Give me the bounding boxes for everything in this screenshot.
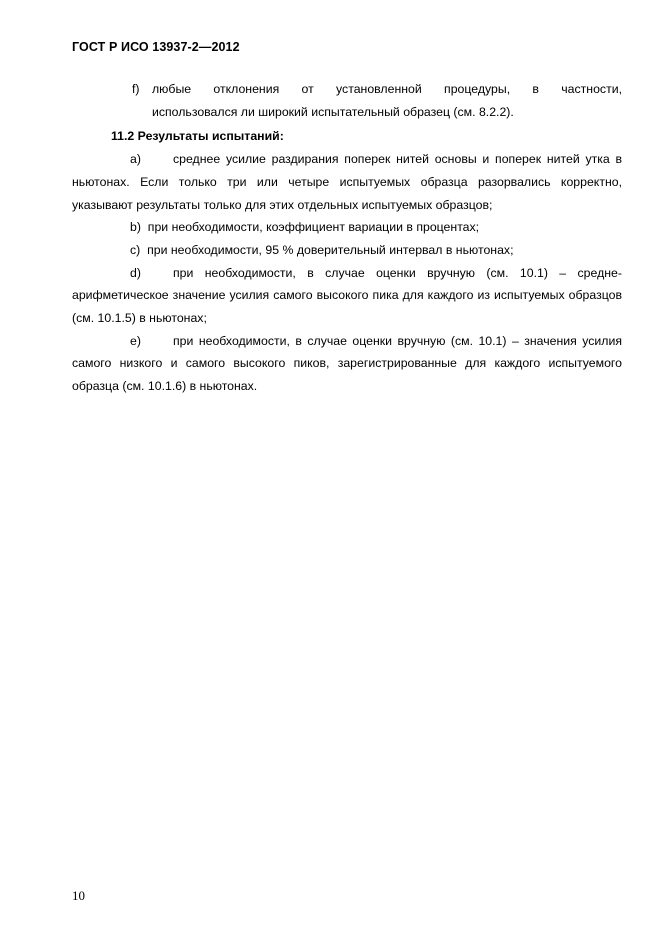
list-item-e: [72, 330, 622, 398]
list-item-f-continuation: использовался ли широкий испытательный образец (см. 8.2.2).: [152, 104, 514, 119]
section-heading: 11.2 Результаты испытаний:: [111, 129, 284, 144]
list-marker-f: f): [132, 82, 140, 96]
list-marker-e: e): [130, 333, 141, 348]
list-item-d: [72, 262, 622, 330]
list-item-b-text: при необходимости, коэффициент вариации в процентах;: [147, 220, 480, 235]
list-marker-b: b): [130, 220, 141, 235]
list-item-c: [72, 239, 622, 262]
list-item-e-text: при необходимости, в случае оценки вручную (см. 10.1) – значения усилия самого низкого и самого высокого пиков, зарегистрированные для каждого испытуемого образца (см. 10.1.6) в ньютонах.: [72, 333, 622, 394]
list-item-c-text: при необходимости, 95 % доверительный интервал в ньютонах;: [147, 242, 514, 257]
list-marker-a: a): [130, 152, 141, 167]
list-item-f-line1: любые отклонения от установленной процедуры, в частности,: [152, 82, 622, 96]
document-header: ГОСТ Р ИСО 13937-2—2012: [72, 40, 240, 54]
list-item-a-text: среднее усилие раздирания поперек нитей основы и поперек нитей утка в ньютонах. Если только три или четыре испытуемых образца разорвались корректно, указывают результаты только для этих отдельных испытуемых образцов;: [72, 152, 622, 212]
document-body: [72, 78, 622, 398]
list-marker-c: c): [130, 242, 141, 257]
list-item-f: [72, 78, 622, 101]
list-item-d-text: при необходимости, в случае оценки вручную (см. 10.1) – средне-арифметическое значение усилия самого высокого пика для каждого из испытуемых образцов (см. 10.1.5) в ньютонах;: [72, 265, 622, 326]
list-item-b: [72, 216, 622, 239]
list-marker-d: d): [130, 265, 141, 280]
list-item-a: [72, 148, 622, 216]
page-number: 10: [72, 888, 85, 903]
